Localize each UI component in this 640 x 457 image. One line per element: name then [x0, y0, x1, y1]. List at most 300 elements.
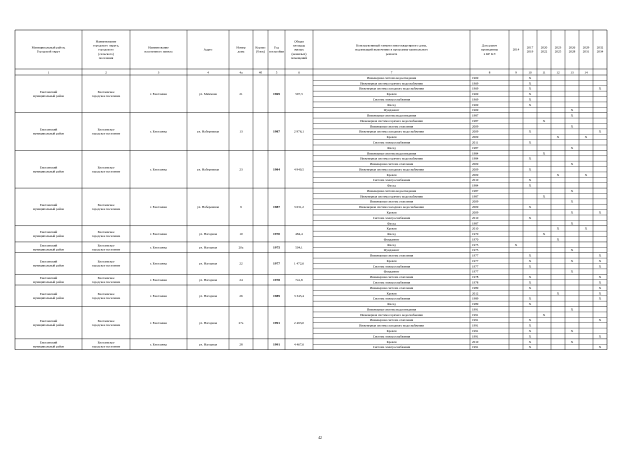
- period-mark: X: [598, 291, 602, 296]
- period-mark: X: [570, 339, 574, 344]
- element-name: Фундамент: [383, 269, 400, 274]
- element-name: Инженерная система холодного водоснабжения: [359, 86, 424, 91]
- header-house: дома: [237, 49, 245, 54]
- prior-repair-year: 1969: [472, 92, 479, 97]
- period-mark: X: [570, 162, 574, 167]
- construction-year: 1970: [273, 232, 280, 237]
- element-name: Кровля: [386, 328, 397, 333]
- prior-repair-year: 1969: [472, 97, 479, 102]
- prior-repair-year: 1975: [472, 248, 479, 253]
- prior-repair-year: 2009: [472, 172, 479, 177]
- header-house: Номер: [236, 45, 246, 50]
- prior-repair-year: 1969: [472, 86, 479, 91]
- period-mark: X: [528, 328, 532, 333]
- period-mark: X: [584, 135, 588, 140]
- period-mark: X: [570, 328, 574, 333]
- locality-name: г. Енотаевка: [150, 261, 167, 266]
- period-mark: X: [528, 167, 532, 172]
- period-mark: X: [528, 285, 532, 290]
- header-period: 2020: [540, 45, 548, 50]
- element-name: Инженерная система горячего водоснабжения: [360, 194, 423, 199]
- street-name: ул. Нагорная: [199, 261, 217, 266]
- prior-repair-year: 1978: [472, 280, 479, 285]
- street-name: ул. Нагорная: [199, 320, 217, 325]
- municipal-district: Енотаевский: [39, 340, 58, 345]
- prior-repair-year: 2009: [472, 135, 479, 140]
- element-name: Фасад: [387, 183, 396, 188]
- period-mark: X: [598, 318, 602, 323]
- header-date: проведенны: [481, 47, 498, 52]
- element-name: Инженерная система водоотведения: [366, 75, 417, 80]
- element-name: Система электроснабжения: [372, 296, 411, 301]
- header-period: 2022: [540, 49, 548, 54]
- prior-repair-year: 1987: [472, 145, 479, 150]
- construction-year: 1975: [273, 245, 280, 250]
- construction-year: 1987: [273, 205, 280, 210]
- total-area: 2 493,0: [294, 320, 304, 325]
- total-area: 1 472,6: [294, 261, 304, 266]
- prior-repair-year: 1984: [472, 156, 479, 161]
- street-name: ул. Набережная: [197, 205, 219, 210]
- municipal-district: Енотаевский: [39, 243, 58, 248]
- period-mark: X: [528, 253, 532, 258]
- municipal-district: муниципальный район: [33, 279, 64, 284]
- period-mark: X: [570, 113, 574, 118]
- period-mark: X: [528, 97, 532, 102]
- street-name: ул. Нагорная: [199, 342, 217, 347]
- column-number: 1: [47, 70, 50, 75]
- municipal-district: Енотаевский: [39, 291, 58, 296]
- element-name: Инженерная система холодного водоснабжения: [359, 129, 424, 134]
- header-settlement: поселения: [98, 55, 114, 60]
- prior-repair-year: 1987: [472, 221, 479, 226]
- period-mark: X: [598, 285, 602, 290]
- header-area: Общая: [294, 39, 304, 44]
- prior-repair-year: 1984: [472, 151, 479, 156]
- header-year: Год: [274, 45, 279, 50]
- locality-name: г. Енотаевка: [150, 167, 167, 172]
- period-mark: X: [570, 210, 574, 215]
- settlement-name: городское поселение: [91, 93, 121, 98]
- locality-name: г. Енотаевка: [150, 293, 167, 298]
- period-mark: X: [528, 215, 532, 220]
- total-area: 4 467,6: [294, 342, 304, 347]
- element-name: Кровля: [386, 291, 397, 296]
- prior-repair-year: 1991: [472, 312, 479, 317]
- total-area: 597,3: [295, 92, 303, 97]
- total-area: 504,1: [295, 245, 303, 250]
- column-number: 2: [105, 70, 107, 75]
- period-mark: X: [598, 86, 602, 91]
- header-settlement: Наименование: [95, 39, 117, 44]
- house-number: 9: [240, 205, 242, 210]
- municipal-district: Енотаевский: [39, 203, 58, 208]
- prior-repair-year: 1987: [472, 118, 479, 123]
- prior-repair-year: 1989: [472, 296, 479, 301]
- header-period: 2029: [582, 45, 590, 50]
- prior-repair-year: 1977: [472, 264, 479, 269]
- municipal-district: муниципальный район: [33, 247, 64, 252]
- prior-repair-year: 2010: [472, 178, 479, 183]
- period-mark: X: [528, 334, 532, 339]
- element-name: Фасад: [387, 221, 396, 226]
- element-name: Кровля: [386, 92, 397, 97]
- period-mark: X: [528, 140, 532, 145]
- header-period: 2028: [568, 49, 576, 54]
- prior-repair-year: 1970: [472, 232, 479, 237]
- settlement-name: городское поселение: [91, 233, 121, 238]
- element-name: Система электроснабжения: [372, 264, 411, 269]
- prior-repair-year: 1969: [472, 108, 479, 113]
- period-mark: X: [556, 291, 560, 296]
- period-mark: X: [570, 248, 574, 253]
- construction-year: 1989: [273, 293, 280, 298]
- element-name: Инженерная система холодного водоснабжения: [359, 323, 424, 328]
- prior-repair-year: 1969: [472, 81, 479, 86]
- prior-repair-year: 1977: [472, 258, 479, 263]
- page-number: 42: [318, 436, 322, 440]
- locality-name: г. Енотаевка: [150, 342, 167, 347]
- element-name: Инженерная система горячего водоснабжения: [360, 81, 423, 86]
- element-name: Инженерная система водоотведения: [366, 188, 417, 193]
- municipal-district: муниципальный район: [33, 207, 64, 212]
- house-number: 24: [239, 277, 243, 282]
- element-name: Кровля: [386, 226, 397, 231]
- period-mark: X: [598, 264, 602, 269]
- street-name: ул. Набережная: [197, 167, 219, 172]
- period-mark: X: [570, 108, 574, 113]
- prior-repair-year: 1978: [472, 275, 479, 280]
- locality-name: г. Енотаевка: [150, 92, 167, 97]
- column-number: 8: [488, 70, 491, 75]
- municipal-district: Енотаевский: [39, 165, 58, 170]
- prior-repair-year: 1991: [472, 318, 479, 323]
- header-address: Адрес: [203, 47, 213, 52]
- header-area: (нежилых): [291, 51, 307, 56]
- prior-repair-year: 2009: [472, 124, 479, 129]
- column-number: 14: [584, 70, 588, 75]
- period-mark: X: [598, 345, 602, 350]
- period-mark: X: [528, 275, 532, 280]
- header-settlement: городского округа,: [92, 43, 120, 48]
- period-mark: X: [528, 86, 532, 91]
- period-mark: X: [570, 307, 574, 312]
- construction-year: 1987: [273, 129, 280, 134]
- total-area: 741,8: [295, 277, 303, 282]
- header-period: 2032: [596, 45, 604, 50]
- period-mark: X: [556, 226, 560, 231]
- header-element: ремонта: [385, 51, 398, 56]
- element-name: Система электроснабжения: [372, 280, 411, 285]
- header-element: Конструктивный элемент многоквартирного дома,: [356, 43, 427, 48]
- house-number: 23: [239, 167, 243, 172]
- period-mark: X: [528, 339, 532, 344]
- element-name: Инженерная система отопления: [369, 162, 414, 167]
- house-number: 27а: [238, 320, 244, 325]
- period-mark: X: [570, 258, 574, 263]
- total-area: 2 976,1: [294, 129, 304, 134]
- header-locality: Наименование: [148, 45, 169, 50]
- element-name: Инженерная система водоотведения: [366, 113, 417, 118]
- prior-repair-year: 1970: [472, 237, 479, 242]
- element-name: Инженерная система отопления: [369, 285, 414, 290]
- house-number: 10: [239, 232, 243, 237]
- house-number: 20а: [238, 245, 244, 250]
- settlement-name: Енотаевское: [97, 275, 115, 280]
- column-number: 10: [528, 70, 532, 75]
- period-mark: X: [598, 210, 602, 215]
- period-mark: X: [528, 323, 532, 328]
- period-mark: X: [528, 302, 532, 307]
- period-mark: X: [598, 129, 602, 134]
- period-mark: X: [598, 275, 602, 280]
- prior-repair-year: 1991: [472, 328, 479, 333]
- period-mark: X: [542, 194, 546, 199]
- element-name: Инженерная система холодного водоснабжения: [359, 167, 424, 172]
- prior-repair-year: 1987: [472, 188, 479, 193]
- settlement-name: Енотаевское: [97, 89, 115, 94]
- settlement-name: Енотаевское: [97, 203, 115, 208]
- house-number: 13: [239, 129, 243, 134]
- period-mark: X: [528, 81, 532, 86]
- element-name: Кровля: [386, 172, 397, 177]
- period-mark: X: [528, 205, 532, 210]
- period-mark: X: [514, 242, 518, 247]
- settlement-name: городское поселение: [91, 247, 121, 252]
- element-name: Инженерная система отопления: [369, 253, 414, 258]
- period-mark: X: [598, 258, 602, 263]
- prior-repair-year: 1991: [472, 334, 479, 339]
- period-mark: X: [556, 172, 560, 177]
- locality-name: г. Енотаевка: [150, 277, 167, 282]
- column-number: 9: [515, 70, 517, 75]
- settlement-name: Енотаевское: [97, 291, 115, 296]
- construction-year: 1984: [273, 167, 280, 172]
- street-name: ул. Нагорная: [199, 293, 217, 298]
- prior-repair-year: 2009: [472, 129, 479, 134]
- column-number: 4б: [258, 70, 263, 75]
- header-element: подлежащий включению в программу капитального: [354, 47, 429, 52]
- period-mark: X: [598, 296, 602, 301]
- settlement-name: Енотаевское: [97, 243, 115, 248]
- settlement-name: Енотаевское: [97, 340, 115, 345]
- element-name: Кровля: [386, 210, 397, 215]
- column-number: 13: [570, 70, 574, 75]
- municipal-district: Енотаевский: [39, 318, 58, 323]
- municipal-district: муниципальный район: [33, 93, 64, 98]
- period-mark: X: [570, 145, 574, 150]
- column-number: 5: [275, 70, 278, 75]
- municipal-district: Енотаевский: [39, 229, 58, 234]
- period-mark: X: [528, 280, 532, 285]
- settlement-name: городское поселение: [91, 344, 121, 349]
- element-name: Кровля: [386, 135, 397, 140]
- prior-repair-year: 2009: [472, 205, 479, 210]
- header-period: 2025: [554, 49, 562, 54]
- period-mark: X: [584, 226, 588, 231]
- settlement-name: городское поселение: [91, 295, 121, 300]
- element-name: Инженерная система отопления: [369, 275, 414, 280]
- locality-name: г. Енотаевка: [150, 320, 167, 325]
- municipal-district: муниципальный район: [33, 322, 64, 327]
- element-name: Инженерная система горячего водоснабжения: [360, 156, 423, 161]
- header-munic: Муниципальный район,: [31, 45, 66, 50]
- construction-year: 1969: [273, 92, 280, 97]
- municipal-district: муниципальный район: [33, 169, 64, 174]
- header-area: площадь: [292, 43, 306, 48]
- header-area: помещений: [290, 55, 308, 60]
- header-korpus: (блок): [256, 49, 265, 54]
- period-mark: X: [542, 151, 546, 156]
- element-name: Фундамент: [383, 108, 400, 113]
- prior-repair-year: 1977: [472, 253, 479, 258]
- column-number: 11: [542, 70, 546, 75]
- period-mark: X: [598, 253, 602, 258]
- municipal-district: Енотаевский: [39, 259, 58, 264]
- element-name: Инженерная система водоотведения: [366, 307, 417, 312]
- street-name: ул. Нагорная: [199, 277, 217, 282]
- element-name: Фундамент: [383, 248, 400, 253]
- header-period: 2019: [526, 49, 534, 54]
- settlement-name: городское поселение: [91, 322, 121, 327]
- settlement-name: Енотаевское: [97, 259, 115, 264]
- prior-repair-year: 1991: [472, 345, 479, 350]
- column-number: 3: [157, 70, 160, 75]
- period-mark: X: [528, 75, 532, 80]
- period-mark: X: [570, 269, 574, 274]
- element-name: Система электроснабжения: [372, 97, 411, 102]
- header-period: 2014: [512, 47, 520, 52]
- period-mark: X: [584, 172, 588, 177]
- element-name: Фасад: [387, 302, 396, 307]
- settlement-name: Енотаевское: [97, 229, 115, 234]
- prior-repair-year: 1987: [472, 194, 479, 199]
- element-name: Фундамент: [383, 237, 400, 242]
- column-number: 4а: [239, 70, 243, 75]
- period-mark: X: [528, 102, 532, 107]
- element-name: Инженерная система горячего водоснабжения: [360, 118, 423, 123]
- element-name: Система электроснабжения: [372, 178, 411, 183]
- prior-repair-year: 1969: [472, 75, 479, 80]
- element-name: Система электроснабжения: [372, 140, 411, 145]
- element-name: Инженерная система горячего водоснабжения: [360, 312, 423, 317]
- street-name: ул. Нагорная: [199, 232, 217, 237]
- header-locality: населенного пункта: [144, 49, 173, 54]
- column-number: 4: [207, 70, 209, 75]
- municipal-district: Енотаевский: [39, 89, 58, 94]
- settlement-name: Енотаевское: [97, 318, 115, 323]
- prior-repair-year: 1989: [472, 302, 479, 307]
- element-name: Система электроснабжения: [372, 215, 411, 220]
- prior-repair-year: 1984: [472, 183, 479, 188]
- period-mark: X: [556, 237, 560, 242]
- prior-repair-year: 2009: [472, 199, 479, 204]
- period-mark: X: [528, 156, 532, 161]
- construction-year: 1991: [273, 342, 280, 347]
- prior-repair-year: 2012: [472, 291, 479, 296]
- municipal-district: муниципальный район: [33, 233, 64, 238]
- prior-repair-year: 2011: [472, 140, 479, 145]
- house-number: 21: [239, 92, 243, 97]
- total-area: 3 345,4: [294, 293, 304, 298]
- header-period: 2034: [596, 49, 604, 54]
- column-number: 6: [298, 70, 300, 75]
- prior-repair-year: 1991: [472, 307, 479, 312]
- period-mark: X: [528, 264, 532, 269]
- total-area: 3 631,2: [294, 205, 304, 210]
- period-mark: X: [528, 345, 532, 350]
- locality-name: г. Енотаевка: [150, 232, 167, 237]
- element-name: Инженерная система отопления: [369, 124, 414, 129]
- municipal-district: Енотаевский: [39, 275, 58, 280]
- locality-name: г. Енотаевка: [150, 129, 167, 134]
- street-name: ул. Мичмана: [199, 92, 217, 97]
- house-number: 22: [239, 261, 243, 266]
- element-name: Фасад: [387, 232, 396, 237]
- element-name: Кровля: [386, 339, 397, 344]
- element-name: Инженерная система водоотведения: [366, 151, 417, 156]
- municipal-district: Енотаевский: [39, 127, 58, 132]
- settlement-name: городское поселение: [91, 131, 121, 136]
- settlement-name: городское поселение: [91, 207, 121, 212]
- prior-repair-year: 2010: [472, 226, 479, 231]
- prior-repair-year: 2010: [472, 215, 479, 220]
- period-mark: X: [528, 296, 532, 301]
- prior-repair-year: 1987: [472, 113, 479, 118]
- period-mark: X: [556, 135, 560, 140]
- header-area: жилых: [294, 47, 304, 52]
- element-name: Система электроснабжения: [372, 334, 411, 339]
- column-number: 12: [556, 70, 560, 75]
- prior-repair-year: 2009: [472, 167, 479, 172]
- period-mark: X: [598, 280, 602, 285]
- prior-repair-year: 2009: [472, 162, 479, 167]
- period-mark: X: [570, 124, 574, 129]
- header-date: х КР КЭ: [483, 51, 496, 56]
- header-munic: Городской округ: [36, 49, 61, 54]
- period-mark: X: [528, 178, 532, 183]
- element-name: Инженерная система отопления: [369, 318, 414, 323]
- settlement-name: Енотаевское: [97, 127, 115, 132]
- period-mark: X: [542, 118, 546, 123]
- municipal-district: муниципальный район: [33, 295, 64, 300]
- column-number: 7: [390, 70, 393, 75]
- header-period: 2023: [554, 45, 562, 50]
- settlement-name: Енотаевское: [97, 165, 115, 170]
- prior-repair-year: 2009: [472, 210, 479, 215]
- construction-year: 1978: [273, 277, 280, 282]
- construction-year: 1977: [273, 261, 280, 266]
- element-name: Инженерная система отопления: [369, 199, 414, 204]
- period-mark: X: [570, 199, 574, 204]
- element-name: Фасад: [387, 102, 396, 107]
- prior-repair-year: 1991: [472, 323, 479, 328]
- header-year: постройки: [269, 49, 284, 54]
- period-mark: X: [528, 318, 532, 323]
- period-mark: X: [570, 188, 574, 193]
- period-mark: X: [528, 183, 532, 188]
- element-name: Инженерная система холодного водоснабжения: [359, 205, 424, 210]
- settlement-name: городское поселение: [91, 279, 121, 284]
- element-name: Фасад: [387, 242, 396, 247]
- period-mark: X: [528, 92, 532, 97]
- prior-repair-year: 1989: [472, 285, 479, 290]
- element-name: Фасад: [387, 145, 396, 150]
- header-settlement: городского: [98, 47, 114, 52]
- settlement-name: городское поселение: [91, 169, 121, 174]
- municipal-district: муниципальный район: [33, 131, 64, 136]
- house-number: 26: [239, 293, 243, 298]
